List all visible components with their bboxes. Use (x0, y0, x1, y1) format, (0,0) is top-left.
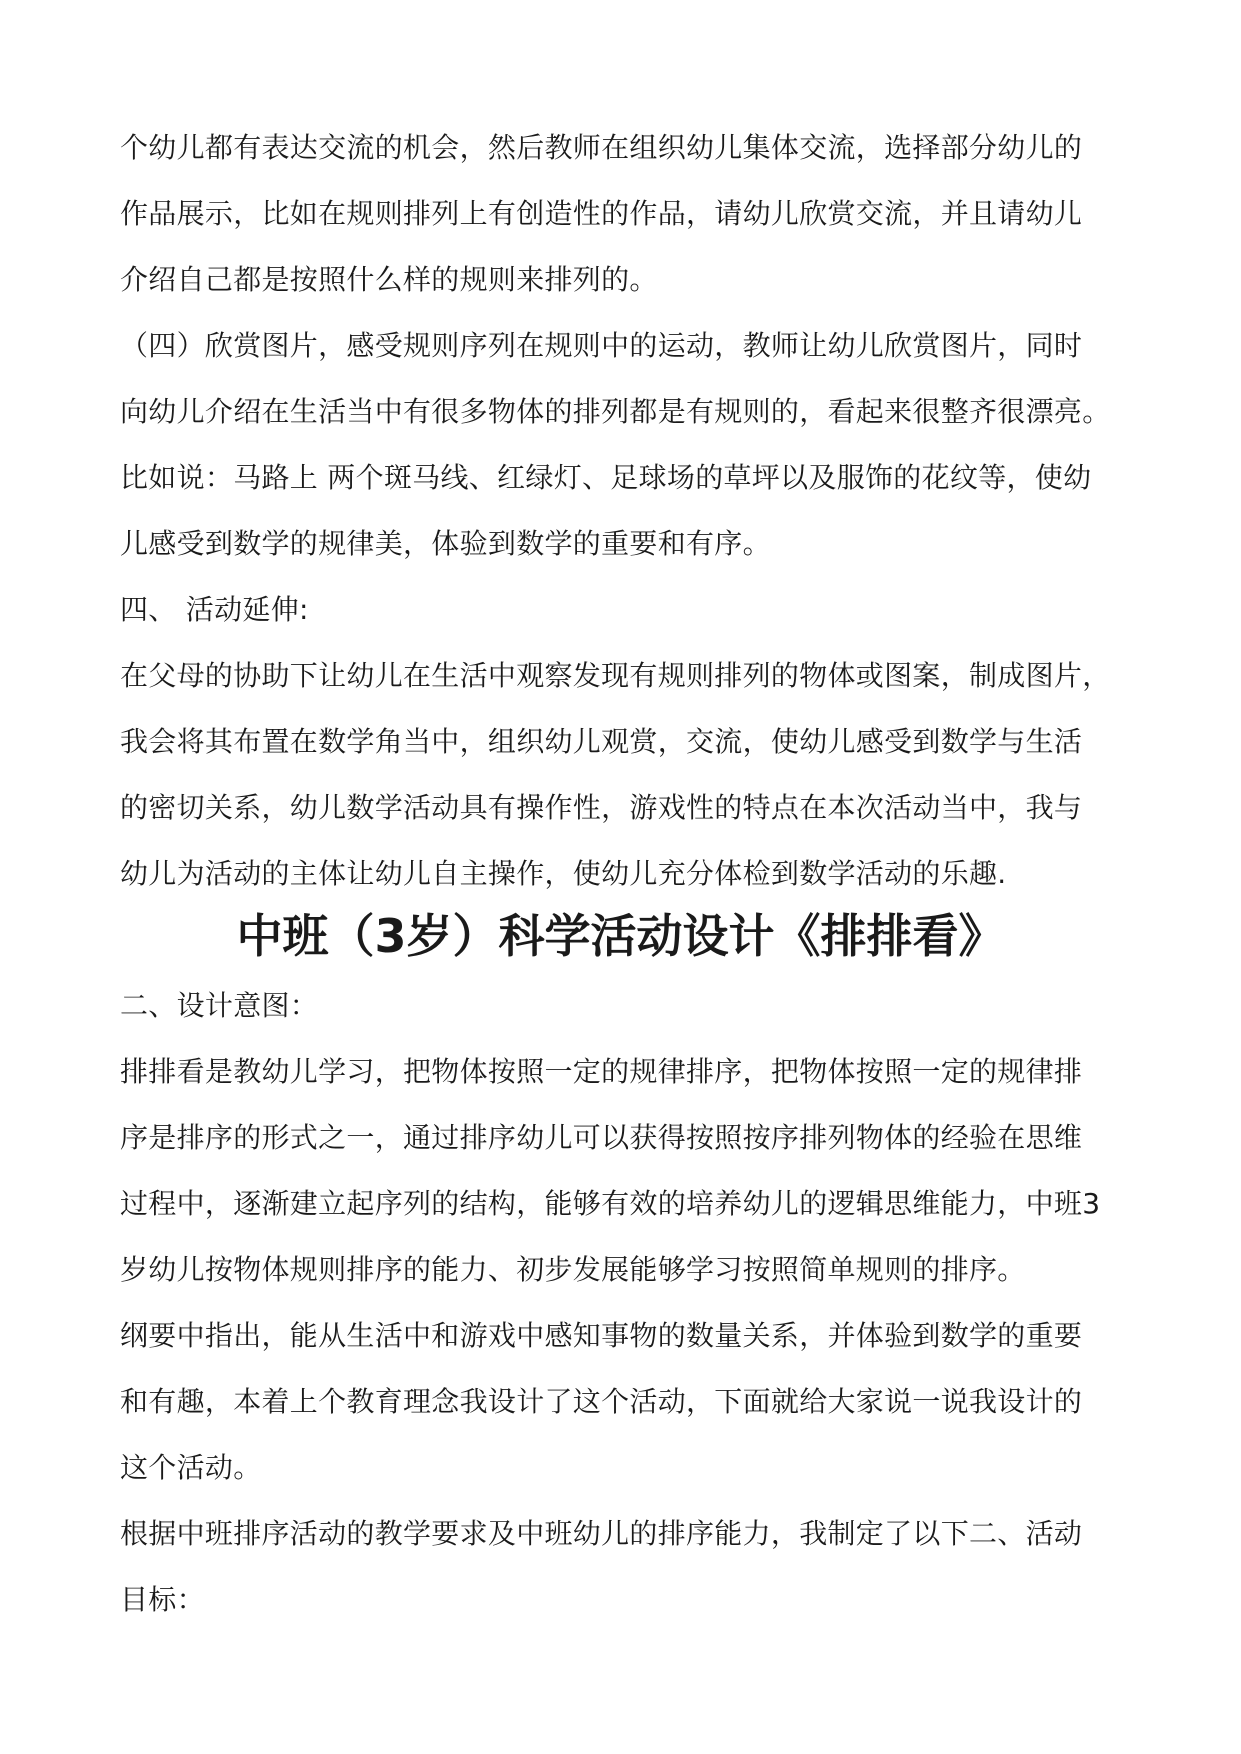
paragraph-line: （四）欣赏图片，感受规则序列在规则中的运动，教师让幼儿欣赏图片，同时 (120, 329, 1083, 362)
paragraph-line: 序是排序的形式之一，通过排序幼儿可以获得按照按序排列物体的经验在思维 (120, 1121, 1083, 1154)
paragraph-line: 幼儿为活动的主体让幼儿自主操作，使幼儿充分体检到数学活动的乐趣. (120, 857, 1007, 890)
paragraph-line: 的密切关系，幼儿数学活动具有操作性，游戏性的特点在本次活动当中，我与 (120, 791, 1083, 824)
paragraph-line: 在父母的协助下让幼儿在生活中观察发现有规则排列的物体或图案，制成图片， (120, 659, 1111, 692)
paragraph-line: 岁幼儿按物体规则排序的能力、初步发展能够学习按照简单规则的排序。 (120, 1253, 1026, 1286)
section-heading: 二、设计意图： (120, 989, 319, 1022)
paragraph-line: 纲要中指出，能从生活中和游戏中感知事物的数量关系，并体验到数学的重要 (120, 1319, 1083, 1352)
paragraph-line: 比如说：马路上 两个斑马线、红绿灯、足球场的草坪以及服饰的花纹等，使幼 (120, 461, 1092, 494)
section-heading: 四、 活动延伸: (120, 593, 309, 626)
paragraph-line: 个幼儿都有表达交流的机会，然后教师在组织幼儿集体交流，选择部分幼儿的 (120, 131, 1083, 164)
paragraph-line: 向幼儿介绍在生活当中有很多物体的排列都是有规则的，看起来很整齐很漂亮。 (120, 395, 1111, 428)
paragraph-line: 儿感受到数学的规律美，体验到数学的重要和有序。 (120, 527, 771, 560)
paragraph-line: 作品展示，比如在规则排列上有创造性的作品，请幼儿欣赏交流，并且请幼儿 (120, 197, 1083, 230)
paragraph-line: 根据中班排序活动的教学要求及中班幼儿的排序能力，我制定了以下二、活动 (120, 1517, 1083, 1550)
paragraph-line: 介绍自己都是按照什么样的规则来排列的。 (120, 263, 658, 296)
paragraph-line: 排排看是教幼儿学习，把物体按照一定的规律排序，把物体按照一定的规律排 (120, 1055, 1083, 1088)
paragraph-line: 这个活动。 (120, 1451, 262, 1484)
paragraph-line: 目标： (120, 1583, 205, 1616)
paragraph-line: 过程中，逐渐建立起序列的结构，能够有效的培养幼儿的逻辑思维能力，中班3 (120, 1187, 1101, 1220)
paragraph-line: 我会将其布置在数学角当中，组织幼儿观赏，交流，使幼儿感受到数学与生活 (120, 725, 1083, 758)
paragraph-line: 和有趣，本着上个教育理念我设计了这个活动，下面就给大家说一说我设计的 (120, 1385, 1083, 1418)
document-title: 中班（3岁）科学活动设计《排排看》 (236, 909, 1005, 963)
